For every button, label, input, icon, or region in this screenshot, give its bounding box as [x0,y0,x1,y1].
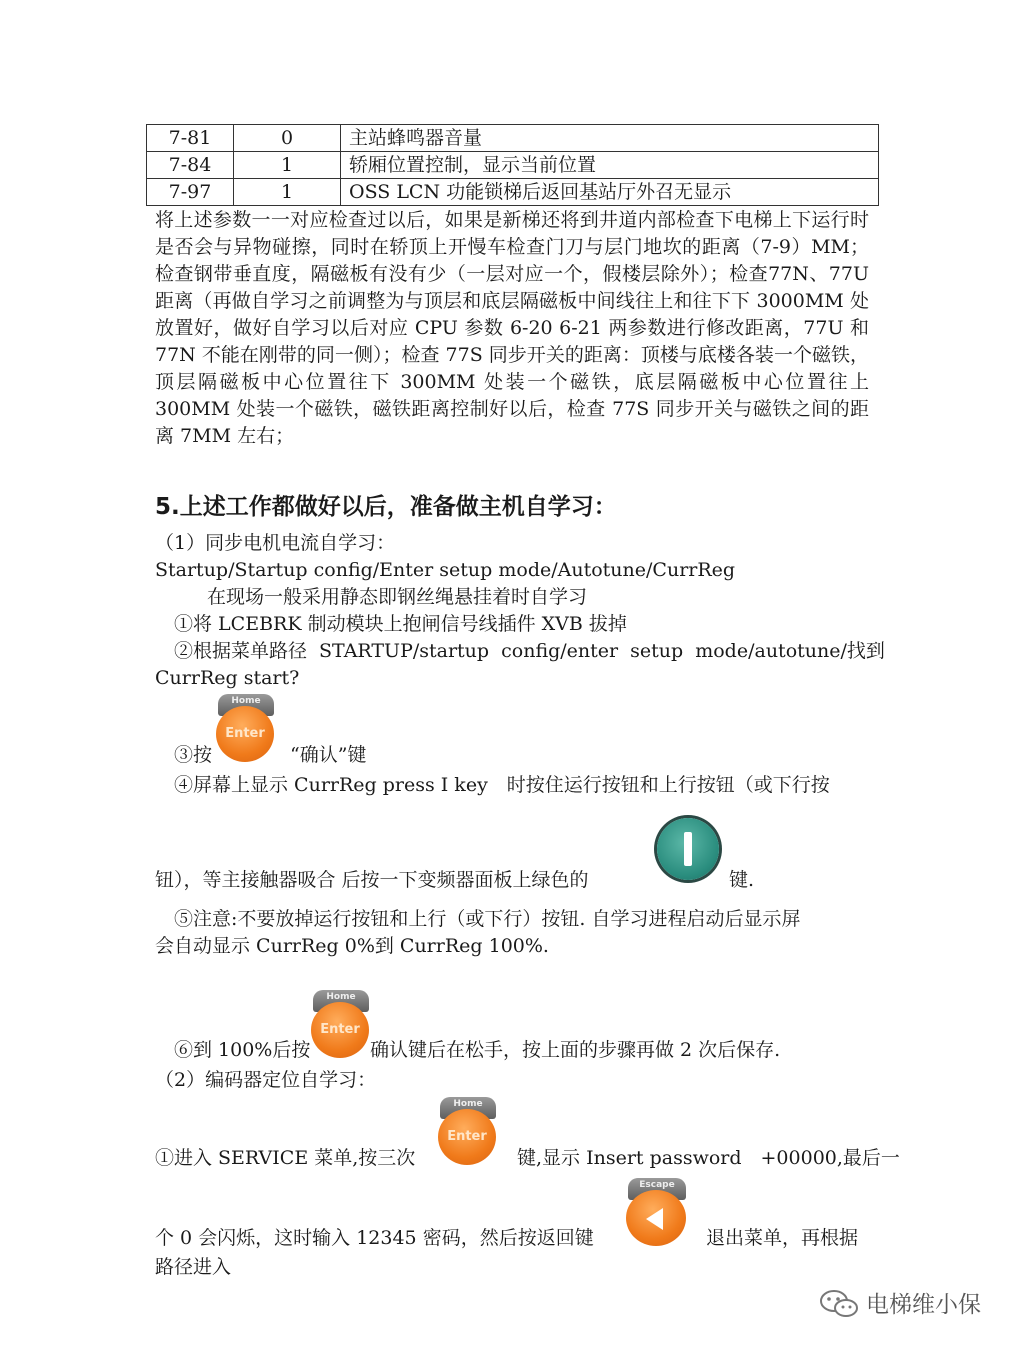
intro-text: 在现场一般采用静态即钢丝绳悬挂着时自学习 [207,586,588,608]
subsection-title: （1）同步电机电流自学习： [155,532,396,554]
enter-key-icon [438,1097,498,1167]
param-code: 7-84 [147,152,234,179]
param-value: 1 [234,152,341,179]
enter-label: Enter [311,1002,369,1058]
param-value: 0 [234,125,341,152]
table-row [147,179,879,206]
step-text: 钮），等主接触器吸合 后按一下变频器面板上绿色的 [155,869,589,891]
enter-key-icon [216,694,276,764]
enter-label: Enter [438,1109,496,1165]
step-text: ①进入 SERVICE 菜单,按三次 [155,1147,416,1169]
param-code: 7-97 [147,179,234,206]
back-arrow-icon [646,1208,663,1230]
param-value: 1 [234,179,341,206]
step-text: 键. [729,869,755,891]
step-text: ④屏幕上显示 CurrReg press I key 时按住运行按钮和上行按钮（或下行按 [174,774,830,796]
table-row [147,125,879,152]
table-row [147,152,879,179]
step-text: ③按 [174,744,213,766]
step-text: 个 0 会闪烁，这时输入 12345 密码，然后按返回键 [155,1227,594,1249]
escape-label: Escape [628,1178,686,1200]
escape-key-icon [626,1178,688,1248]
param-desc: 轿厢位置控制，显示当前位置 [341,152,879,179]
green-i-key-icon [657,818,719,880]
subsection-title: （2）编码器定位自学习： [155,1069,377,1091]
home-label: Home [440,1097,496,1119]
step-text: 会自动显示 CurrReg 0%到 CurrReg 100%. [155,935,549,957]
home-label: Home [313,990,369,1012]
param-code: 7-81 [147,125,234,152]
param-desc: 主站蜂鸣器音量 [341,125,879,152]
menu-path: Startup/Startup config/Enter setup mode/Autotune/CurrReg [155,559,736,581]
step-text: ⑤注意:不要放掉运行按钮和上行（或下行）按钮. 自学习进程启动后显示屏 [174,908,801,930]
step-text: 路径进入 [155,1256,232,1278]
step-text: CurrReg start? [155,667,300,689]
watermark-text: 电梯维小保 [866,1292,981,1318]
section-heading: 5.上述工作都做好以后，准备做主机自学习： [155,494,617,520]
param-desc: OSS LCN 功能锁梯后返回基站厅外召无显示 [341,179,879,206]
enter-label: Enter [216,706,274,762]
parameter-table [146,124,879,206]
wechat-icon [818,1288,860,1320]
step-text: 确认键后在松手，按上面的步骤再做 2 次后保存. [370,1039,781,1061]
home-label: Home [218,694,274,716]
check-paragraph: 将上述参数一一对应检查过以后，如果是新梯还将到井道内部检查下电梯上下运行时是否会与异物碰擦，同时在轿顶上开慢车检查门刀与层门地坎的距离（7-9）MM；检查钢带垂直度，隔磁板有没有少（一层对应一个，假楼层除外）；检查77N、77U 距离（再做自学习之前调整为与顶层和底层隔磁板中间线往上和往下下 3000MM 处放置好，做好自学习以后对应 CPU 参数 6-20 6-21 两参数进行修改距离，77U 和 77N 不能在刚带的同一侧）；检查 77S 同步开关的距离：顶楼与底楼各装一个磁铁，顶层隔磁板中心位置往下 300MM 处装一个磁铁，底层隔磁板中心位置往上 300MM 处装一个磁铁，磁铁距离控制好以后，检查 77S 同步开关与磁铁之间的距离 7MM 左右； [155,209,869,447]
step-text: 退出菜单，再根据 [706,1227,859,1249]
step-text: “确认”键 [290,744,367,766]
step-text: ①将 LCEBRK 制动模块上抱闸信号线插件 XVB 拔掉 [174,613,627,635]
step-text: 键,显示 Insert password +00000,最后一 [517,1147,900,1169]
step-text: ⑥到 100%后按 [174,1039,311,1061]
enter-key-icon [311,990,371,1060]
step-text: ②根据菜单路径 STARTUP/startup config/enter setup mode/autotune/找到 [174,640,885,662]
